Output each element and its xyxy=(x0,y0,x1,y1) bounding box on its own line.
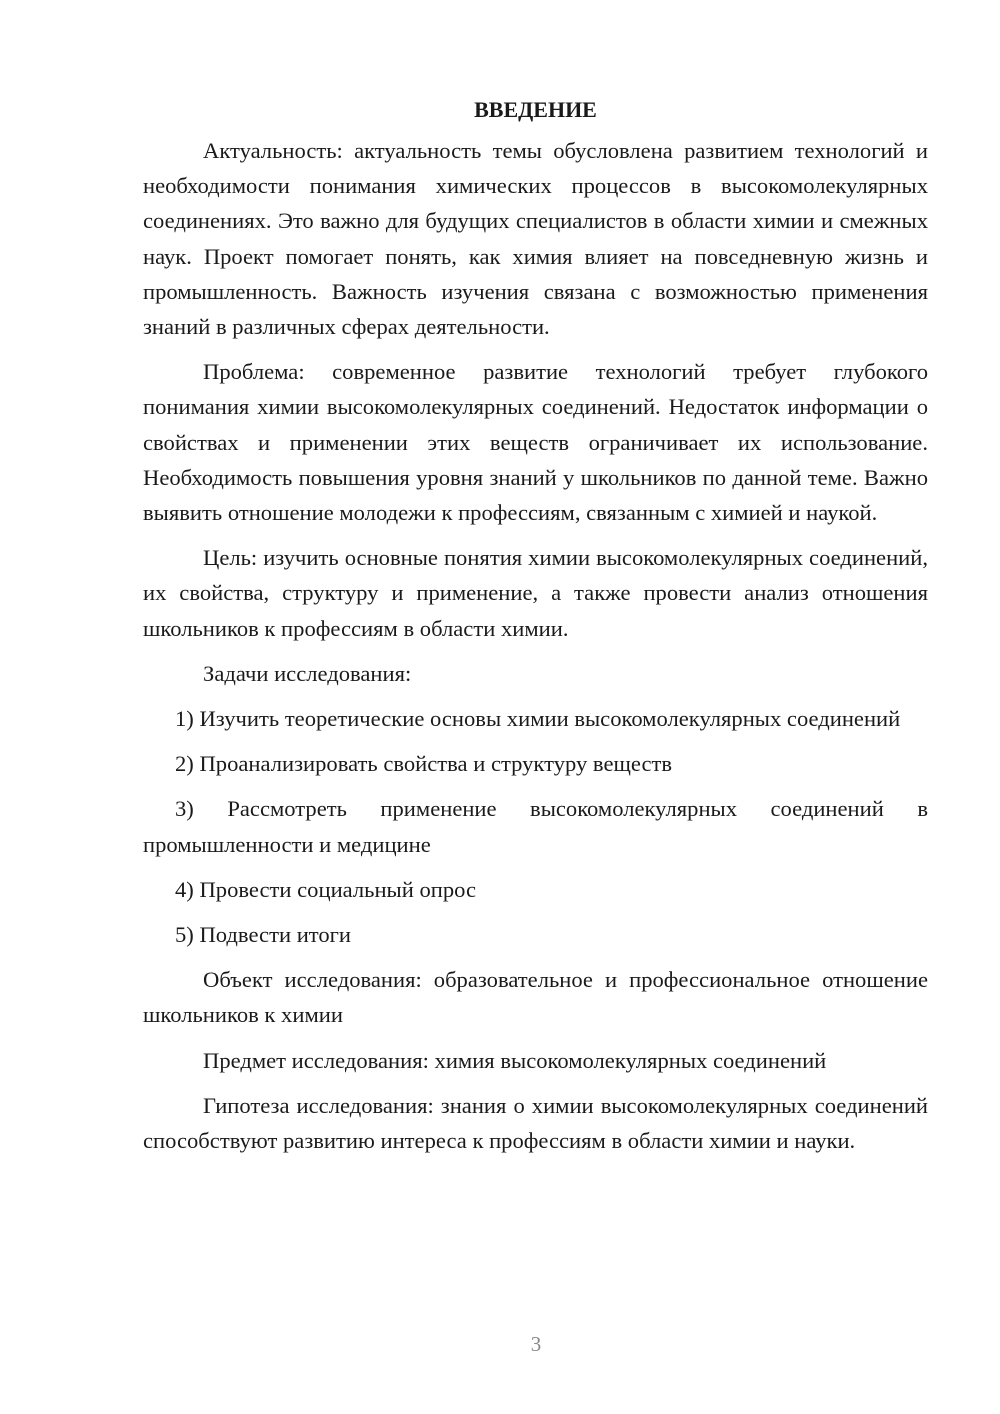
paragraph-relevance: Актуальность: актуальность темы обусловлена развитием технологий и необходимости понимания химических процессов в высокомолекулярных соединениях. Это важно для будущих специалистов в области химии и смежных наук. Проект помогает понять, как химия влияет на повседневную жизнь и промышленность. Важность изучения связана с возможностью применения знаний в различных сферах деятельности. xyxy=(143,138,928,340)
document-page xyxy=(143,92,928,1158)
paragraph-hypothesis: Гипотеза исследования: знания о химии высокомолекулярных соединений способствуют развитию интереса к профессиям в области химии и науки. xyxy=(143,1092,928,1154)
paragraph-tasks-heading: Задачи исследования: xyxy=(203,660,412,686)
task-item-5: 5) Подвести итоги xyxy=(175,922,352,948)
task-item-4: 4) Провести социальный опрос xyxy=(175,876,477,902)
paragraph-goal: Цель: изучить основные понятия химии высокомолекулярных соединений, их свойства, структуру и применение, а также провести анализ отношения школьников к профессиям в области химии. xyxy=(143,545,928,641)
paragraph-subject: Предмет исследования: химия высокомолекулярных соединений xyxy=(203,1047,827,1073)
task-item-3: 3) Рассмотреть применение высокомолекулярных соединений в промышленности и медицине xyxy=(143,796,928,857)
paragraph-object: Объект исследования: образовательное и профессиональное отношение школьников к химии xyxy=(143,967,928,1028)
task-item-1: 1) Изучить теоретические основы химии высокомолекулярных соединений xyxy=(175,706,901,732)
section-title: ВВЕДЕНИЕ xyxy=(474,97,597,122)
paragraph-problem: Проблема: современное развитие технологий требует глубокого понимания химии высокомолекулярных соединений. Недостаток информации о свойствах и применении этих веществ ограничивает их использование. Необходимость повышения уровня знаний у школьников по данной теме. Важно выявить отношение молодежи к профессиям, связанным с химией и наукой. xyxy=(143,359,928,526)
page-number: 3 xyxy=(530,1332,542,1356)
task-item-2: 2) Проанализировать свойства и структуру веществ xyxy=(175,751,673,777)
